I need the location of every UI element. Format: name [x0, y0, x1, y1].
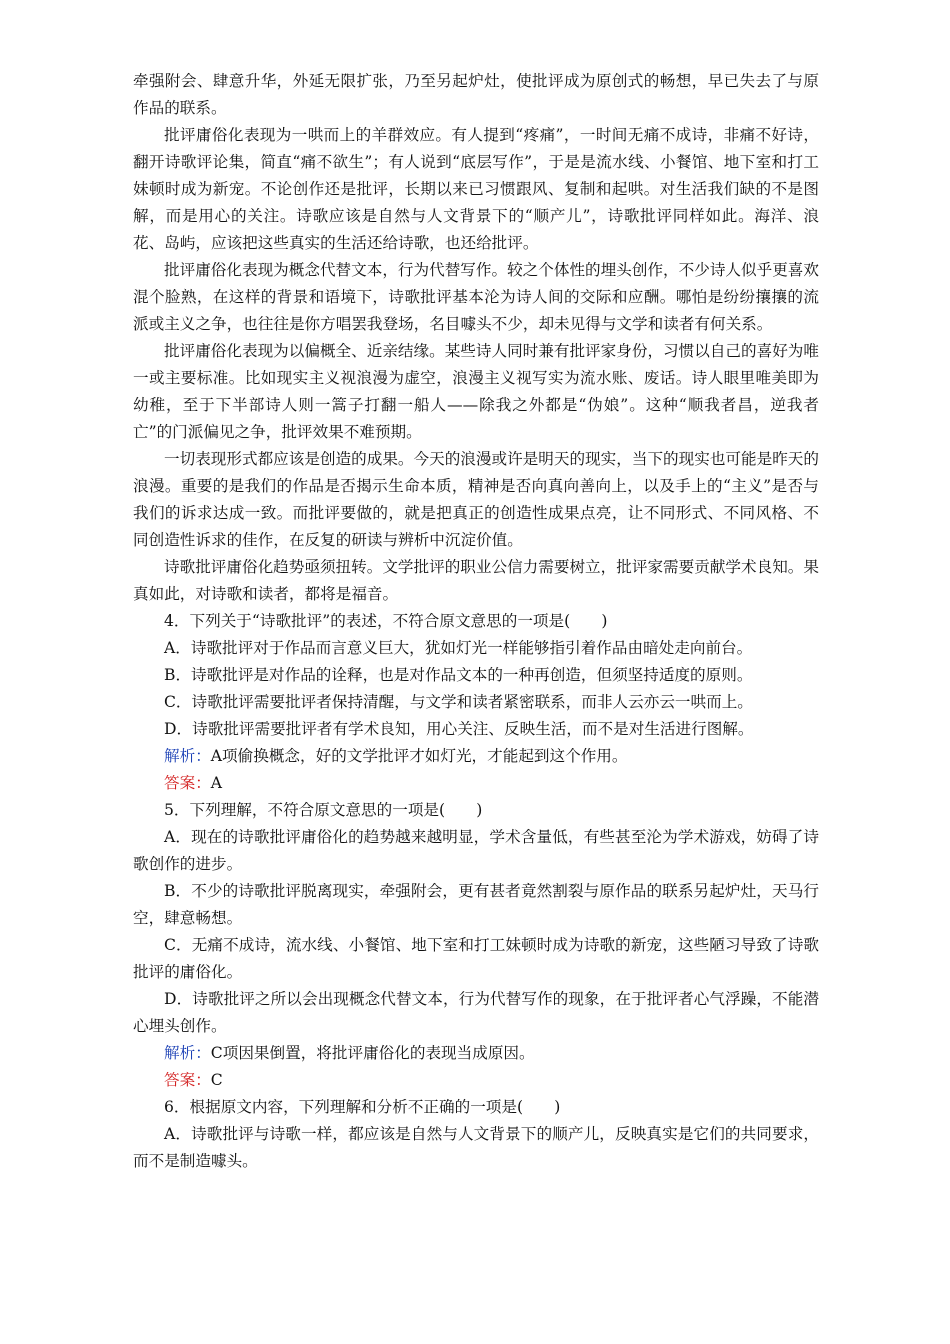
passage-paragraph: 诗歌批评庸俗化趋势亟须扭转。文学批评的职业公信力需要树立，批评家需要贡献学术良知。果真如此，对诗歌和读者，都将是福音。 — [133, 558, 819, 603]
question-4-option-d: D．诗歌批评需要批评者有学术良知，用心关注、反映生活，而不是对生活进行图解。 — [164, 720, 754, 738]
answer-label: 答案： — [164, 774, 211, 792]
question-4-option-b: B．诗歌批评是对作品的诠释，也是对作品文本的一种再创造，但须坚持适度的原则。 — [164, 666, 753, 684]
analysis-label: 解析： — [164, 1044, 211, 1062]
question-4-option-c: C．诗歌批评需要批评者保持清醒，与文学和读者紧密联系，而非人云亦云一哄而上。 — [164, 693, 753, 711]
question-5-option-b: B．不少的诗歌批评脱离现实，牵强附会，更有甚者竟然割裂与原作品的联系另起炉灶，天马行空，肆意畅想。 — [133, 882, 819, 927]
question-5-analysis — [133, 1040, 819, 1067]
passage-paragraph: 一切表现形式都应该是创造的成果。今天的浪漫或许是明天的现实，当下的现实也可能是昨天的浪漫。重要的是我们的作品是否揭示生命本质，精神是否向真向善向上，以及手上的“主义”是否与我们的诉求达成一致。而批评要做的，就是把真正的创造性成果点亮，让不同形式、不同风格、不同创造性诉求的佳作，在反复的研读与辨析中沉淀价值。 — [133, 450, 819, 549]
question-6-option-a: A．诗歌批评与诗歌一样，都应该是自然与人文背景下的顺产儿，反映真实是它们的共同要求，而不是制造噱头。 — [133, 1125, 819, 1170]
analysis-text: C项因果倒置，将批评庸俗化的表现当成原因。 — [210, 1044, 535, 1062]
passage-paragraph: 批评庸俗化表现为概念代替文本，行为代替写作。较之个体性的埋头创作，不少诗人似乎更喜欢混个脸熟，在这样的背景和语境下，诗歌批评基本沦为诗人间的交际和应酬。哪怕是纷纷攘攘的流派或主义之争，也往往是你方唱罢我登场，名目噱头不少，却未见得与文学和读者有何关系。 — [133, 261, 819, 333]
passage-paragraph: 批评庸俗化表现为以偏概全、近亲结缘。某些诗人同时兼有批评家身份，习惯以自己的喜好为唯一或主要标准。比如现实主义视浪漫为虚空，浪漫主义视写实为流水账、废话。诗人眼里唯美即为幼稚，至于下半部诗人则一篙子打翻一船人——除我之外都是“伪娘”。这种“顺我者昌，逆我者亡”的门派偏见之争，批评效果不难预期。 — [133, 342, 819, 441]
document-page — [133, 68, 819, 1175]
question-5-option-a: A．现在的诗歌批评庸俗化的趋势越来越明显，学术含量低，有些甚至沦为学术游戏，妨碍了诗歌创作的进步。 — [133, 828, 819, 873]
question-6-stem: 6．根据原文内容，下列理解和分析不正确的一项是( ) — [164, 1098, 561, 1116]
analysis-label: 解析： — [164, 747, 211, 765]
question-5-answer — [133, 1067, 819, 1094]
analysis-text: A项偷换概念，好的文学批评才如灯光，才能起到这个作用。 — [210, 747, 628, 765]
question-5-stem: 5．下列理解，不符合原文意思的一项是( ) — [164, 801, 483, 819]
question-4-option-a: A．诗歌批评对于作品而言意义巨大，犹如灯光一样能够指引着作品由暗处走向前台。 — [164, 639, 753, 657]
question-4-stem: 4．下列关于“诗歌批评”的表述，不符合原文意思的一项是( ) — [164, 612, 608, 630]
question-4-analysis — [133, 743, 819, 770]
passage-paragraph: 牵强附会、肆意升华，外延无限扩张，乃至另起炉灶，使批评成为原创式的畅想，早已失去了与原作品的联系。 — [133, 72, 819, 117]
question-4-answer — [133, 770, 819, 797]
answer-text: C — [210, 1071, 223, 1089]
answer-text: A — [210, 774, 223, 792]
answer-label: 答案： — [164, 1071, 211, 1089]
question-5-option-d: D．诗歌批评之所以会出现概念代替文本，行为代替写作的现象，在于批评者心气浮躁，不能潜心埋头创作。 — [133, 990, 819, 1035]
question-5-option-c: C．无痛不成诗，流水线、小餐馆、地下室和打工妹顿时成为诗歌的新宠，这些陋习导致了诗歌批评的庸俗化。 — [133, 936, 819, 981]
passage-paragraph: 批评庸俗化表现为一哄而上的羊群效应。有人提到“疼痛”，一时间无痛不成诗，非痛不好诗，翻开诗歌评论集，简直“痛不欲生”；有人说到“底层写作”，于是是流水线、小餐馆、地下室和打工妹顿时成为新宠。不论创作还是批评，长期以来已习惯跟风、复制和起哄。对生活我们缺的不是图解，而是用心的关注。诗歌应该是自然与人文背景下的“顺产儿”，诗歌批评同样如此。海洋、浪花、岛屿，应该把这些真实的生活还给诗歌，也还给批评。 — [133, 126, 819, 252]
